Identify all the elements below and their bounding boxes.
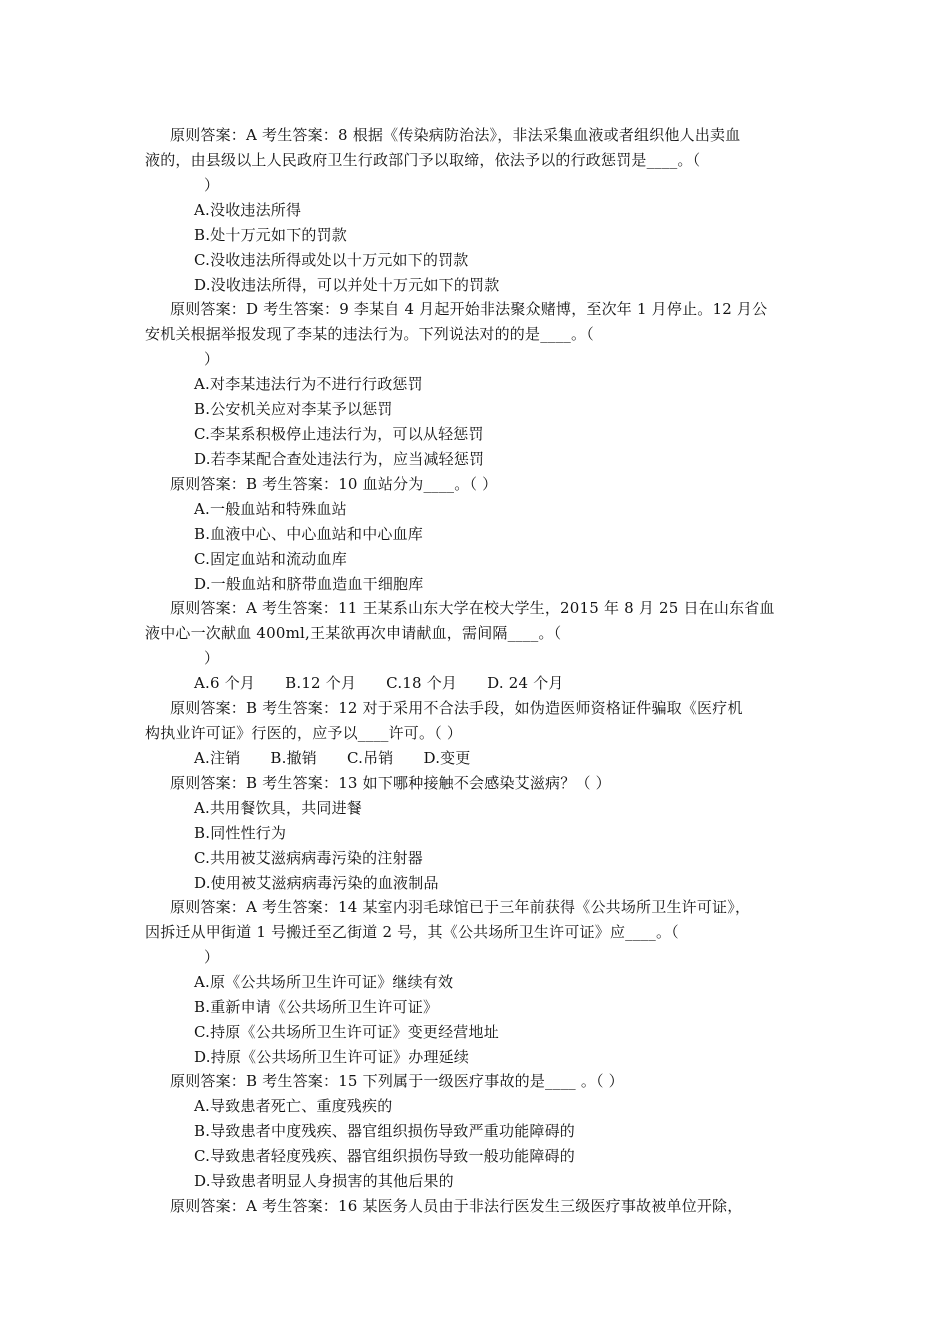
q15-option-d: D.导致患者明显人身损害的其他后果的 — [194, 1172, 454, 1190]
q12-options — [194, 748, 501, 768]
q16-answer-line: 原则答案：A 考生答案：16 某医务人员由于非法行医发生三级医疗事故被单位开除， — [170, 1197, 743, 1215]
q15-answer-line: 原则答案：B 考生答案：15 下列属于一级医疗事故的是____ 。（ ） — [170, 1072, 624, 1090]
q9-option-b: B.公安机关应对李某予以惩罚 — [194, 400, 393, 418]
q12-answer-line-2: 构执业许可证》行医的，应予以____许可。（ ） — [145, 724, 463, 742]
q11-option-c: C.18 个月 — [386, 674, 458, 692]
q11-answer-line-2: 液中心一次献血 400ml,王某欲再次申请献血，需间隔____。（ — [145, 624, 562, 642]
q12-option-d: D.变更 — [423, 749, 471, 767]
q8-answer-line-2: 液的，由县级以上人民政府卫生行政部门予以取缔，依法予以的行政惩罚是____。（ — [145, 151, 701, 169]
q13-answer-line: 原则答案：B 考生答案：13 如下哪种接触不会感染艾滋病？（ ） — [170, 774, 611, 792]
q15-option-a: A.导致患者死亡、重度残疾的 — [194, 1097, 393, 1115]
q13-option-c: C.共用被艾滋病病毒污染的注射器 — [194, 849, 423, 867]
q13-option-a: A.共用餐饮具，共同进餐 — [194, 799, 363, 817]
q12-option-b: B.撤销 — [270, 749, 317, 767]
q14-option-d: D.持原《公共场所卫生许可证》办理延续 — [194, 1048, 470, 1066]
q10-answer-line: 原则答案：B 考生答案：10 血站分为____。（ ） — [170, 475, 498, 493]
q8-option-a: A.没收违法所得 — [194, 201, 302, 219]
q9-option-c: C.李某系积极停止违法行为，可以从轻惩罚 — [194, 425, 484, 443]
q15-option-c: C.导致患者轻度残疾、器官组织损伤导致一般功能障碍的 — [194, 1147, 575, 1165]
q11-options — [194, 673, 594, 693]
q11-paren: ） — [204, 649, 220, 667]
q14-option-b: B.重新申请《公共场所卫生许可证》 — [194, 998, 439, 1016]
q14-option-a: A.原《公共场所卫生许可证》继续有效 — [194, 973, 454, 991]
q14-answer-line-2: 因拆迁从甲街道 1 号搬迁至乙街道 2 号，其《公共场所卫生许可证》应____。（ — [145, 923, 679, 941]
q9-answer-line-2: 安机关根据举报发现了李某的违法行为。下列说法对的的是____。（ — [145, 325, 594, 343]
q13-option-d: D.使用被艾滋病病毒污染的血液制品 — [194, 874, 439, 892]
q10-option-c: C.固定血站和流动血库 — [194, 550, 347, 568]
q10-option-b: B.血液中心、中心血站和中心血库 — [194, 525, 423, 543]
q11-option-d: D. 24 个月 — [487, 674, 564, 692]
q9-answer-line-1: 原则答案：D 考生答案：9 李某自 4 月起开始非法聚众赌博，至次年 1 月停止。12 月公 — [170, 300, 768, 318]
q8-answer-line-1: 原则答案：A 考生答案：8 根据《传染病防治法》，非法采集血液或者组织他人出卖血 — [170, 126, 741, 144]
q11-answer-line-1: 原则答案：A 考生答案：11 王某系山东大学在校大学生，2015 年 8 月 25 日在山东省血 — [170, 599, 775, 617]
q11-option-a: A.6 个月 — [194, 674, 256, 692]
q14-option-c: C.持原《公共场所卫生许可证》变更经营地址 — [194, 1023, 499, 1041]
q12-option-a: A.注销 — [194, 749, 241, 767]
q10-option-d: D.一般血站和脐带血造血干细胞库 — [194, 575, 424, 593]
q9-option-d: D.若李某配合查处违法行为，应当减轻惩罚 — [194, 450, 485, 468]
q14-paren: ） — [204, 948, 220, 966]
q8-paren: ） — [204, 176, 220, 194]
q8-option-d: D.没收违法所得，可以并处十万元如下的罚款 — [194, 276, 500, 294]
q12-answer-line-1: 原则答案：B 考生答案：12 对于采用不合法手段，如伪造医师资格证件骗取《医疗机 — [170, 699, 743, 717]
q9-option-a: A.对李某违法行为不进行行政惩罚 — [194, 375, 423, 393]
q8-option-b: B.处十万元如下的罚款 — [194, 226, 347, 244]
q13-option-b: B.同性性行为 — [194, 824, 287, 842]
q14-answer-line-1: 原则答案：A 考生答案：14 某室内羽毛球馆已于三年前获得《公共场所卫生许可证》， — [170, 898, 751, 916]
q10-option-a: A.一般血站和特殊血站 — [194, 500, 347, 518]
q15-option-b: B.导致患者中度残疾、器官组织损伤导致严重功能障碍的 — [194, 1122, 575, 1140]
q11-option-b: B.12 个月 — [285, 674, 357, 692]
q8-option-c: C.没收违法所得或处以十万元如下的罚款 — [194, 251, 469, 269]
q12-option-c: C.吊销 — [347, 749, 394, 767]
q9-paren: ） — [204, 350, 220, 368]
